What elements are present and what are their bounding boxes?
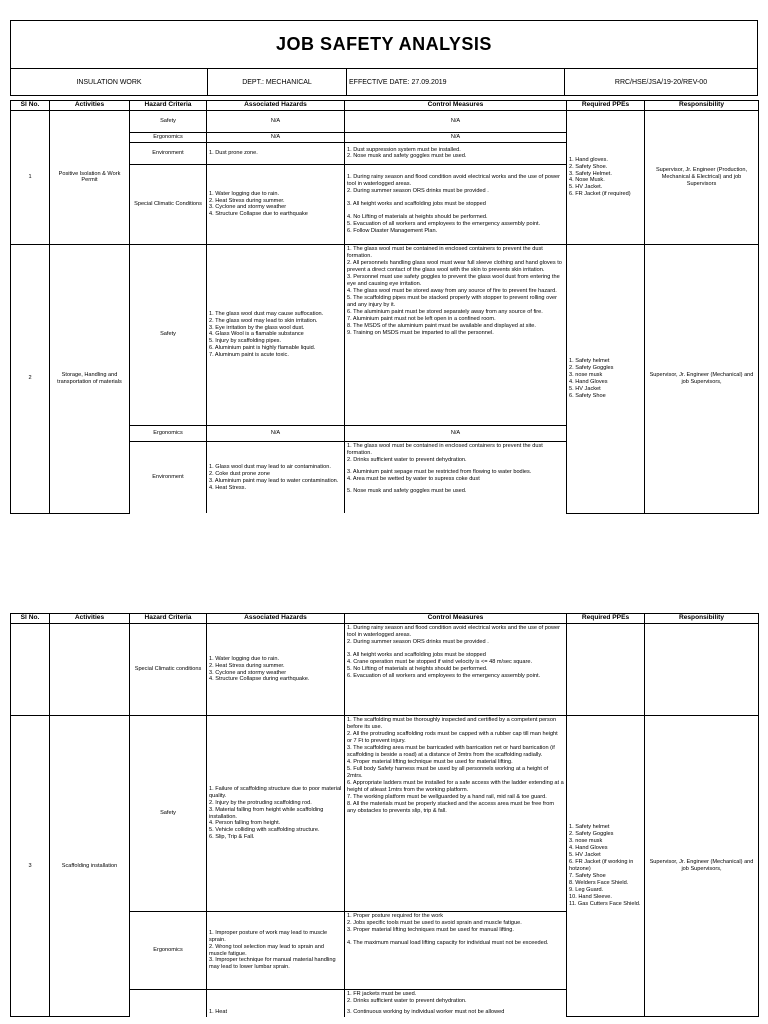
responsibility: Supervisor, Jr. Engineer (Production, Mechanical & Electrical) and job Supervisors — [645, 111, 759, 245]
control-item: 3. The scaffolding area must be barricaded with barrication net or hard barrication (if scaffolding is beside a road) at a distance of 3mtrs from the scaffolding radially. — [347, 744, 555, 758]
associated-hazards — [207, 912, 345, 990]
hazard-item: 4. Structure Collapse during earthquake. — [209, 676, 310, 683]
associated-hazards: N/A — [207, 133, 345, 143]
control-item: 3. Personnel must use safety goggles to prevent the glass wool dust from entering the eye and causing eye irritation. — [347, 273, 560, 287]
col-activities: Activities — [50, 101, 130, 111]
control-measures: N/A — [345, 133, 567, 143]
associated-hazards — [207, 244, 345, 425]
col-activities: Activities — [50, 614, 130, 624]
ppe-item: 4. Nose Musk. — [569, 177, 605, 184]
required-ppes — [567, 244, 645, 513]
sl-no: 2 — [11, 244, 50, 513]
control-measures — [345, 142, 567, 164]
control-item: 3. All height works and scaffolding jobs must be stopped — [347, 651, 486, 658]
hazard-criteria: Ergonomics — [130, 912, 207, 990]
control-item: 5. Nose musk and safety goggles must be used. — [347, 487, 467, 494]
control-item: 1. Dust suppression system must be installed. — [347, 146, 461, 153]
table-row — [11, 624, 759, 716]
associated-hazards — [207, 164, 345, 244]
control-measures — [345, 244, 567, 425]
hazard-item: 1. Water logging due to rain. — [209, 190, 280, 197]
control-item: 3. Continuous working by individual worker must not be allowed — [347, 1008, 505, 1015]
hazard-item: 2. Coke dust prone zone — [209, 470, 270, 477]
associated-hazards — [207, 716, 345, 912]
col-required-ppes: Required PPEs — [567, 101, 645, 111]
hazard-item: 3. Cyclone and stormy weather — [209, 669, 287, 676]
ppe-item: 3. Safety Helmet. — [569, 170, 612, 177]
activity — [50, 624, 130, 716]
ppe-item: 5. HV Jacket — [569, 852, 601, 859]
ppe-item: 10. Hand Sleeve. — [569, 894, 612, 901]
ppe-item: 2. Safety Goggles — [569, 365, 614, 372]
associated-hazards: N/A — [207, 111, 345, 133]
associated-hazards — [207, 624, 345, 716]
title-box — [10, 20, 758, 69]
hazard-item: 4. Person falling from height. — [209, 820, 281, 827]
col-associated-hazards: Associated Hazards — [207, 614, 345, 624]
hazard-item: 1. Water logging due to rain. — [209, 655, 280, 662]
table-row — [11, 244, 759, 425]
hazard-item: 1. Heat — [209, 1008, 228, 1015]
responsibility — [645, 624, 759, 716]
ppe-item: 6. FR Jacket (if working in hotzone) — [569, 859, 634, 873]
control-item: 4. Proper material lifting technique must be used for material lifting. — [347, 758, 513, 765]
control-item: 1. During rainy season and flood condition avoid electrical works and the use of power tool in waterlogged areas. — [347, 625, 560, 638]
hazard-item: 1. Failure of scaffolding structure due to poor material quality. — [209, 785, 342, 799]
ppe-item: 2. Safety Shoe. — [569, 163, 608, 170]
associated-hazards: N/A — [207, 425, 345, 441]
associated-hazards — [207, 990, 345, 1017]
hazard-item: 3. Improper technique for manual material handling may lead to lower lumbar sprain. — [209, 957, 336, 971]
control-item: 6. Follow Diaster Management Plan. — [347, 227, 438, 234]
document-number: RRC/HSE/JSA/19-20/REV-00 — [614, 78, 708, 86]
hazard-item: 2. Wrong tool selection may lead to sprain and muscle fatigue. — [209, 943, 324, 957]
control-item: 4. Area must be wetted by water to supress coke dust — [347, 475, 480, 482]
hazard-item: 5. Vehicle colliding with scaffolding structure. — [209, 827, 320, 834]
control-item: 2. Drinks sufficient water to prevent dehydration. — [347, 997, 467, 1004]
control-item: 4. No Lifting of materials at heights should be performed. — [347, 213, 488, 220]
ppe-item: 9. Leg Guard. — [569, 887, 604, 894]
required-ppes — [567, 111, 645, 245]
hazard-item: 2. Heat Stress during summer. — [209, 197, 285, 204]
hazard-item: 3. Eye irritation by the glass wool dust. — [209, 324, 305, 331]
activity: Storage, Handling and transportation of materials — [50, 244, 130, 513]
ppe-item: 2. Safety Goggles — [569, 831, 614, 838]
control-item: 2. Nose musk and safety goggles must be used. — [347, 153, 467, 160]
jsa-page-2 — [10, 613, 758, 1017]
work-name: INSULATION WORK — [11, 69, 208, 95]
control-item: 1. The glass wool must be contained in enclosed containers to prevent the dust formation. — [347, 245, 543, 259]
hazard-item: 2. Injury by the protruding scaffolding rod. — [209, 799, 312, 806]
hazard-criteria: Ergonomics — [130, 133, 207, 143]
control-measures: N/A — [345, 425, 567, 441]
control-item: 4. The maximum manual load lifting capacity for individual must not be exceeded. — [347, 939, 549, 946]
hazard-criteria: Special Climatic Conditions — [130, 164, 207, 244]
hazard-criteria: Safety — [130, 111, 207, 133]
required-ppes — [567, 624, 645, 716]
hazard-item: 5. Injury by scaffolding pipes. — [209, 338, 282, 345]
effective-date: EFFECTIVE DATE: 27.09.2019 — [347, 69, 565, 95]
ppe-item: 3. nose musk — [569, 838, 603, 845]
control-item: 7. Aluminium paint must not be left open in a confined room. — [347, 315, 496, 322]
jsa-page-1 — [10, 20, 758, 514]
ppe-item: 5. HV Jacket — [569, 385, 601, 392]
control-item: 1. Proper posture required for the work — [347, 913, 444, 919]
control-item: 6. The aluminium paint must be stored separately away from any source of fire. — [347, 308, 543, 315]
control-measures — [345, 441, 567, 513]
hazard-criteria: Ergonomics — [130, 425, 207, 441]
ppe-item: 6. Safety Shoe — [569, 392, 606, 399]
table-header-row — [11, 614, 759, 624]
control-item: 1. FR jackets must be used. — [347, 991, 417, 997]
control-item: 6. Evacuation of all workers and employees to the emergency assembly point. — [347, 672, 541, 679]
hazard-item: 1. Glass wool dust may lead to air contamination. — [209, 463, 331, 470]
sl-no — [11, 624, 50, 716]
ppe-item: 4. Hand Gloves — [569, 845, 608, 852]
control-item: 5. The scaffolding pipes must be stacked properly with stopper to prevent rolling over and any injury by it. — [347, 294, 557, 308]
department: DEPT.: MECHANICAL — [208, 69, 347, 95]
ppe-item: 5. HV Jacket. — [569, 184, 603, 191]
hazard-criteria — [130, 990, 207, 1017]
col-associated-hazards: Associated Hazards — [207, 101, 345, 111]
hazard-item: 3. Aluminium paint may lead to water contamination. — [209, 477, 339, 484]
hazard-item: 3. Cyclone and stormy weather — [209, 204, 287, 211]
ppe-item: 1. Safety helmet — [569, 358, 610, 365]
ppe-item: 8. Welders Face Shield. — [569, 880, 629, 887]
control-item: 5. Evacuation of all workers and employees to the emergency assembly point. — [347, 220, 541, 227]
control-item: 1. The glass wool must be contained in enclosed containers to prevent the dust formation. — [347, 442, 543, 456]
activity: Scaffolding installation — [50, 716, 130, 1017]
control-measures — [345, 990, 567, 1017]
responsibility: Supervisor, Jr. Engineer (Mechanical) and job Supervisors, — [645, 244, 759, 513]
control-item: 4. Crane operation must be stopped if wind velocity is <= 48 m/sec square. — [347, 658, 533, 665]
ppe-item: 4. Hand Gloves — [569, 378, 608, 385]
control-item: 8. All the materials must be properly stacked and the access area must be free from any obstacles to prevents slip, trip & fall. — [347, 800, 555, 814]
control-item: 2. During summer season ORS drinks must be provided . — [347, 638, 489, 645]
control-item: 5. No Lifting of materials at heights should be performed. — [347, 665, 488, 672]
required-ppes — [567, 716, 645, 1017]
col-control-measures: Control Measures — [345, 101, 567, 111]
sl-no: 1 — [11, 111, 50, 245]
hazard-item: 3. Material falling from height while scaffolding installation. — [209, 806, 324, 820]
ppe-item: 3. nose musk — [569, 372, 603, 378]
col-sl-no: Sl No. — [11, 101, 50, 111]
control-item: 7. The working platform must be wellguarded by a hand rail, mid rail & toe guard. — [347, 793, 547, 800]
control-item: 2. All the protruding scaffolding rods must be capped with a rubber cap till man height or 7 Ft to prevent injury. — [347, 730, 558, 744]
header-row — [10, 69, 758, 96]
hazard-item: 2. The glass wool may lead to skin irritation. — [209, 317, 318, 324]
control-item: 2. All personnels handling glass wool must wear full sleeve clothing and hand gloves to prevent a direct contact of the glass wool with the skin to prevents skin irritation. — [347, 259, 562, 273]
control-item: 1. During rainy season and flood condition avoid electrical works and the use of power tool in waterlogged areas. — [347, 174, 560, 188]
control-item: 9. Training on MSDS must be imparted to all the personnel. — [347, 329, 494, 336]
control-item: 4. The glass wool must be stored away from any source of fire to prevent fire hazard. — [347, 287, 557, 294]
col-hazard-criteria: Hazard Criteria — [130, 101, 207, 111]
col-sl-no: Sl No. — [11, 614, 50, 624]
control-item: 2. Drinks sufficient water to prevent dehydration. — [347, 456, 467, 463]
responsibility: Supervisor, Jr. Engineer (Mechanical) and job Supervisors, — [645, 716, 759, 1017]
ppe-item: 6. FR Jacket (if required) — [569, 191, 631, 198]
hazard-criteria: Environment — [130, 142, 207, 164]
control-measures — [345, 624, 567, 716]
control-item: 1. The scaffolding must be thoroughly inspected and certified by a competent person before its use. — [347, 717, 557, 730]
hazard-item: 4. Heat Stress. — [209, 484, 246, 491]
control-item: 8. The MSDS of the aluminium paint must be available and displayed at site. — [347, 322, 536, 329]
hazard-criteria: Special Climatic conditions — [130, 624, 207, 716]
hazard-item: 1. The glass wool dust may cause suffocation. — [209, 310, 324, 317]
hazard-criteria: Environment — [130, 441, 207, 513]
table-header-row — [11, 101, 759, 111]
ppe-item: 1. Hand gloves. — [569, 156, 608, 163]
jsa-table-2 — [10, 613, 759, 1017]
col-control-measures: Control Measures — [345, 614, 567, 624]
control-item: 2. Jobs specific tools must be used to avoid sprain and muscle fatigue. — [347, 919, 522, 926]
control-item: 5. Full body Safety harness must be used by all personnels working at a height of 2mtrs. — [347, 765, 549, 779]
activity: Positive Isolation & Work Permit — [50, 111, 130, 245]
hazard-item: 6. Aluminium paint is highly flamable liquid. — [209, 345, 316, 352]
hazard-item: 1. Improper posture of work may lead to muscle sprain. — [209, 929, 328, 943]
document-title: JOB SAFETY ANALYSIS — [276, 34, 492, 54]
col-required-ppes: Required PPEs — [567, 614, 645, 624]
control-item: 3. All height works and scaffolding jobs must be stopped — [347, 200, 486, 207]
hazard-criteria: Safety — [130, 716, 207, 912]
hazard-item: 4. Glass Wool is a flamable substance — [209, 331, 304, 338]
associated-hazards: 1. Dust prone zone. — [207, 142, 345, 164]
col-hazard-criteria: Hazard Criteria — [130, 614, 207, 624]
control-item: 3. Proper material lifting techniques must be used for manual lifting. — [347, 926, 514, 933]
hazard-criteria: Safety — [130, 244, 207, 425]
hazard-item: 2. Heat Stress during summer. — [209, 662, 285, 669]
col-responsibility: Responsibility — [645, 614, 759, 624]
associated-hazards — [207, 441, 345, 513]
hazard-item: 4. Structure Collapse due to earthquake — [209, 211, 308, 218]
control-measures: N/A — [345, 111, 567, 133]
control-item: 6. Appropriate ladders must be installed for a safe access with the ladder extending at a height of atleast 1mtrs from the working platform. — [347, 779, 564, 793]
control-measures — [345, 164, 567, 244]
jsa-table-1 — [10, 100, 759, 514]
hazard-item: 6. Slip, Trip & Fall. — [209, 834, 255, 841]
ppe-item: 1. Safety helmet — [569, 824, 610, 831]
control-item: 2. During summer season ORS drinks must be provided . — [347, 188, 489, 194]
sl-no: 3 — [11, 716, 50, 1017]
control-item: 3. Aluminium paint sepage must be restricted from flowing to water bodies. — [347, 468, 532, 475]
ppe-item: 11. Gas Cutters Face Shield. — [569, 901, 641, 908]
ppe-item: 7. Safety Shoe — [569, 873, 606, 880]
table-row — [11, 716, 759, 912]
control-measures — [345, 716, 567, 912]
hazard-item: 7. Aluminum paint is acute toxic. — [209, 352, 289, 359]
control-measures — [345, 912, 567, 990]
table-row — [11, 111, 759, 133]
col-responsibility: Responsibility — [645, 101, 759, 111]
